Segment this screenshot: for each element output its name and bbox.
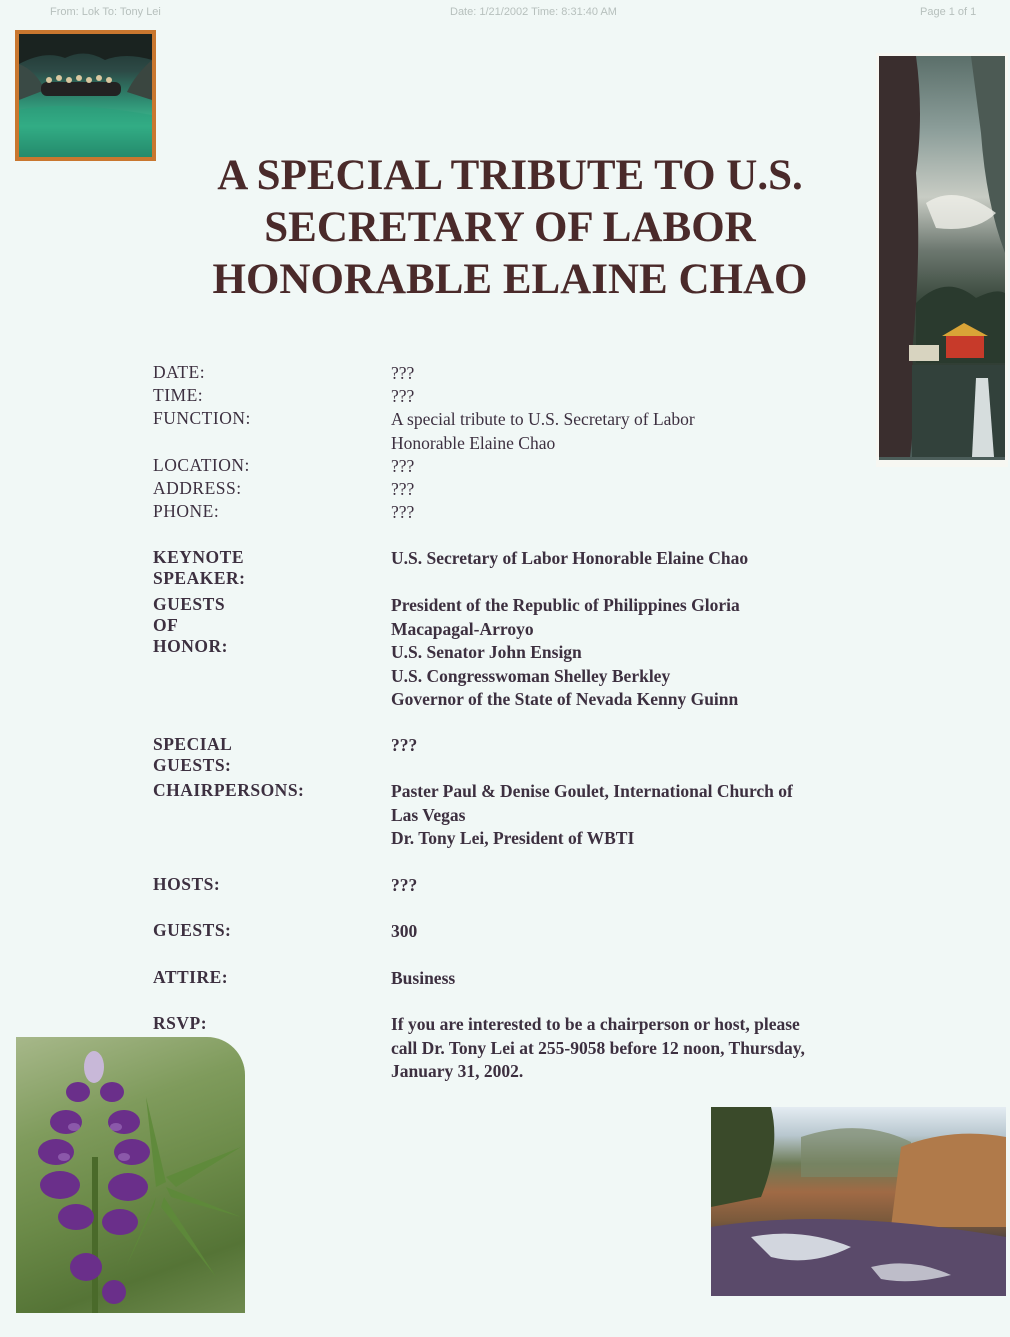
field-value: ??? [391, 363, 415, 383]
title-line: HONORABLE ELAINE CHAO [212, 256, 808, 303]
field-label: HOSTS: [153, 874, 221, 894]
field-value: U.S. Secretary of Labor Honorable Elaine Chao [391, 548, 749, 568]
fax-page-number: Page 1 of 1 [920, 6, 977, 18]
field-label: DATE: [153, 362, 206, 382]
field-value: Paster Paul & Denise Goulet, International Church of Las Vegas Dr. Tony Lei, President of WBTI [391, 781, 793, 848]
field-label: ATTIRE: [153, 967, 229, 987]
field-value: ??? [391, 875, 418, 895]
field-value: ??? [391, 502, 415, 522]
field-value: ??? [391, 386, 415, 406]
fax-from-line: From: Lok To: Tony Lei [50, 6, 161, 18]
title-line: A SPECIAL TRIBUTE TO U.S. [217, 152, 803, 199]
field-label: LOCATION: [153, 455, 250, 475]
field-label: ADDRESS: [153, 478, 242, 498]
mountain-stream-photo [711, 1107, 1006, 1296]
field-label: CHAIRPERSONS: [153, 780, 305, 800]
field-value: ??? [391, 456, 415, 476]
document-title [130, 150, 890, 306]
field-value: If you are interested to be a chairperson or host, please call Dr. Tony Lei at 255-9058 before 12 noon, Thursday, January 31, 2002. [391, 1014, 805, 1081]
field-label: FUNCTION: [153, 408, 251, 428]
field-value: ??? [391, 735, 418, 755]
boat-cave-photo [15, 30, 156, 161]
field-label: PHONE: [153, 501, 220, 521]
field-label: GUESTS: [153, 920, 232, 940]
field-label: SPECIAL GUESTS: [153, 734, 232, 775]
landscape-painting [876, 53, 1008, 467]
field-label: RSVP: [153, 1013, 208, 1033]
field-value: A special tribute to U.S. Secretary of Labor Honorable Elaine Chao [391, 409, 695, 453]
field-value: Business [391, 968, 456, 988]
field-value: ??? [391, 479, 415, 499]
title-line: SECRETARY OF LABOR [264, 204, 756, 251]
field-value: 300 [391, 921, 418, 941]
field-label: TIME: [153, 385, 204, 405]
field-value: President of the Republic of Philippines Gloria Macapagal-Arroyo U.S. Senator John Ensign U.S. Congresswoman Shelley Berkley Governor of the State of Nevada Kenny Guinn [391, 595, 740, 709]
lupine-flower-photo [16, 1037, 245, 1313]
field-label: GUESTS OF HONOR: [153, 594, 228, 656]
field-label: KEYNOTE SPEAKER: [153, 547, 246, 588]
fax-date-line: Date: 1/21/2002 Time: 8:31:40 AM [450, 6, 617, 18]
